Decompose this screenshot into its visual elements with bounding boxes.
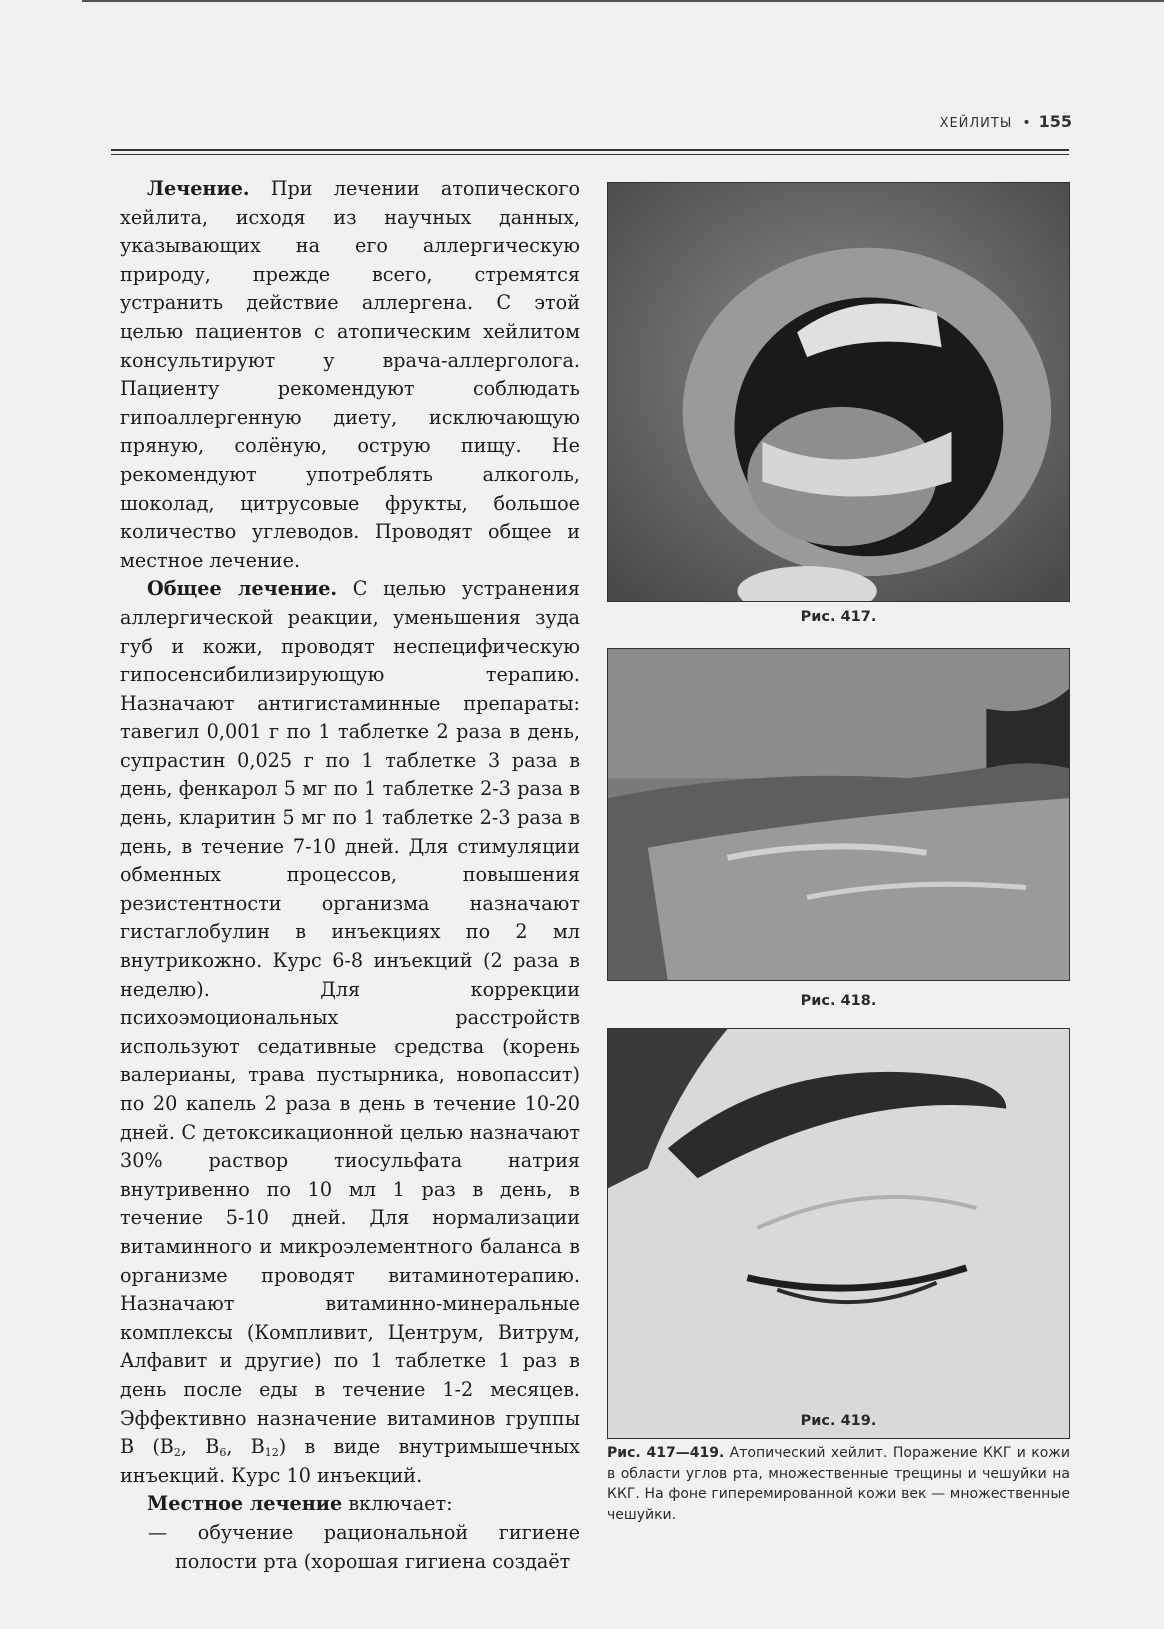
figure-419-label: Рис. 419. xyxy=(800,1413,877,1429)
figure-418-label: Рис. 418. xyxy=(800,993,877,1009)
heading-treatment: Лечение. xyxy=(147,177,250,200)
list-item: — обучение рациональной гигиене полости рта (хорошая гигиена создаёт xyxy=(148,1520,580,1573)
header-rule-thin xyxy=(111,154,1069,155)
paragraph-general-tail: ) в виде внутримышечных инъекций. Курс 10 инъекций. xyxy=(120,1435,580,1487)
header-rule-thick xyxy=(111,149,1069,151)
subscript-b12: 12 xyxy=(264,1446,279,1460)
subscript-b6: 6 xyxy=(219,1446,227,1460)
lips-photo-illustration xyxy=(608,649,1069,980)
paragraph-general-treatment xyxy=(120,575,580,1490)
vitamin-separator-1: , В xyxy=(180,1435,220,1459)
paragraph-local-treatment xyxy=(120,1490,580,1519)
paragraph-local-text: включает: xyxy=(342,1492,453,1516)
paragraph-treatment-text: При лечении атопического хейлита, исходя из научных данных, указывающих на его аллергическую природу, прежде всего, стремятся устранить действие аллергена. С этой целью пациентов с атопическим хейлитом консультируют у врача-аллерголога. Пациенту рекомендуют соблюдать гипоаллергенную диету, исключающую пряную, солёную, острую пищу. Не рекомендуют употреблять алкоголь, шоколад, цитрусовые фрукты, большое количество углеводов. Проводят общее и местное лечение. xyxy=(120,177,580,572)
figure-419-photo xyxy=(607,1028,1070,1439)
heading-local-treatment: Местное лечение xyxy=(147,1492,343,1516)
header-section-title: ХЕЙЛИТЫ xyxy=(939,116,1013,131)
figure-417-photo xyxy=(607,182,1070,602)
caption-text: Атопический хейлит. Поражение ККГ и кожи в области углов рта, множественные трещины и чешуйки на ККГ. На фоне гиперемированной кожи век — множественные чешуйки. xyxy=(607,1445,1070,1523)
header-separator: • xyxy=(1022,115,1031,131)
figure-caption xyxy=(607,1443,1070,1525)
figure-417-label: Рис. 417. xyxy=(800,609,877,625)
vitamin-separator-2: , В xyxy=(226,1435,265,1459)
subscript-b2: 2 xyxy=(173,1446,181,1460)
text-column xyxy=(120,175,580,1576)
mouth-photo-illustration xyxy=(608,183,1069,601)
page-top-edge xyxy=(82,0,1164,2)
figure-418-photo xyxy=(607,648,1070,981)
eye-photo-illustration xyxy=(608,1029,1069,1438)
caption-label: Рис. 417—419. xyxy=(607,1445,725,1461)
heading-general-treatment: Общее лечение. xyxy=(147,577,338,601)
paragraph-treatment xyxy=(120,175,580,575)
paragraph-general-text: С целью устранения аллергической реакции, уменьшения зуда губ и кожи, проводят неспецифическую гипосенсибилизирующую терапию. Назначают антигистаминные препараты: тавегил 0,001 г по 1 таблетке 2 раза в день, супрастин 0,025 г по 1 таблетке 3 раза в день, фенкарол 5 мг по 1 таблетке 2-3 раза в день, кларитин 5 мг по 1 таблетке 2-3 раза в день, в течение 7-10 дней. Для стимуляции обменных процессов, повышения резистентности организма назначают гистаглобулин в инъекциях по 2 мл внутрикожно. Курс 6-8 инъекций (2 раза в неделю). Для коррекции психоэмоциональных расстройств используют седативные средства (корень валерианы, трава пустырника, новопассит) по 20 капель 2 раза в день в течение 10-20 дней. С детоксикационной целью назначают 30% раствор тиосульфата натрия внутривенно по 10 мл 1 раз в день, в течение 5-10 дней. Для нормализации витаминного и микроэлементного баланса в организме проводят витаминотерапию. Назначают витаминно-минеральные комплексы (Компливит, Центрум, Витрум, Алфавит и другие) по 1 таблетке 1 раз в день после еды в течение 1-2 месяцев. Эффективно назначение витаминов группы В (В xyxy=(120,577,580,1459)
running-header xyxy=(940,112,1072,131)
page-number: 155 xyxy=(1038,112,1072,131)
